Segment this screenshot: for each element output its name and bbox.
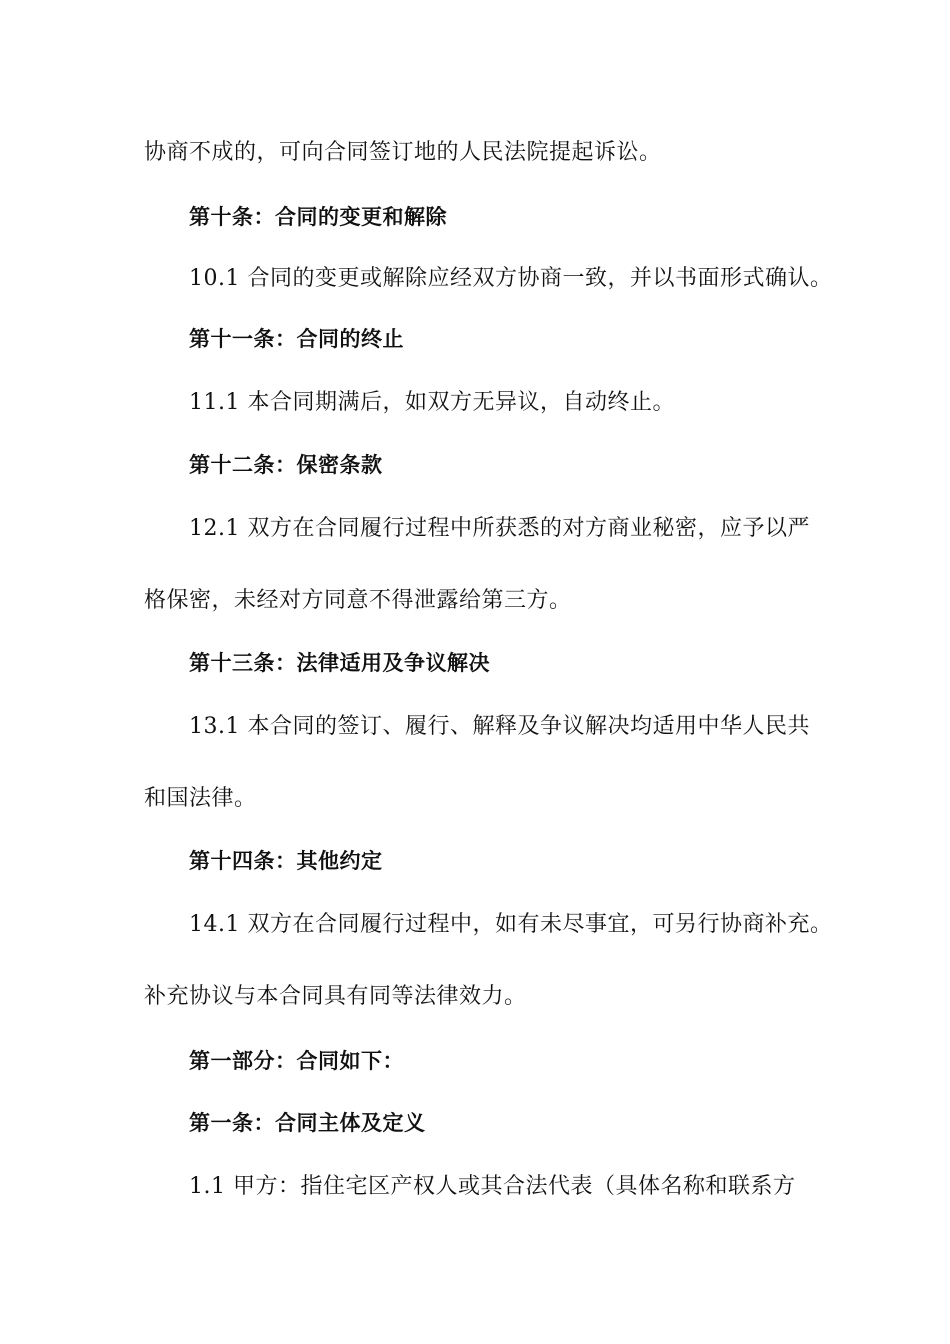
article-heading: 第十三条：法律适用及争议解决 xyxy=(189,651,490,675)
clause-line: 11.1 本合同期满后，如双方无异议，自动终止。 xyxy=(189,390,675,415)
clause-line: 12.1 双方在合同履行过程中所获悉的对方商业秘密，应予以严 xyxy=(189,516,810,541)
clause-line: 14.1 双方在合同履行过程中，如有未尽事宜，可另行协商补充。 xyxy=(189,912,833,937)
article-heading: 第十一条：合同的终止 xyxy=(189,327,404,351)
article-heading: 第十条：合同的变更和解除 xyxy=(189,205,447,229)
section-heading: 第一部分：合同如下： xyxy=(189,1049,404,1073)
article-heading: 第十四条：其他约定 xyxy=(189,849,383,873)
paragraph-line: 格保密，未经对方同意不得泄露给第三方。 xyxy=(144,588,572,613)
paragraph-line: 协商不成的，可向合同签订地的人民法院提起诉讼。 xyxy=(144,140,662,165)
clause-line: 1.1 甲方：指住宅区产权人或其合法代表（具体名称和联系方 xyxy=(189,1174,796,1199)
article-heading: 第十二条：保密条款 xyxy=(189,453,383,477)
clause-line: 13.1 本合同的签订、履行、解释及争议解决均适用中华人民共 xyxy=(189,714,810,739)
paragraph-line: 和国法律。 xyxy=(144,786,257,811)
paragraph-line: 补充协议与本合同具有同等法律效力。 xyxy=(144,984,527,1009)
article-heading: 第一条：合同主体及定义 xyxy=(189,1111,426,1135)
clause-line: 10.1 合同的变更或解除应经双方协商一致，并以书面形式确认。 xyxy=(189,266,833,291)
